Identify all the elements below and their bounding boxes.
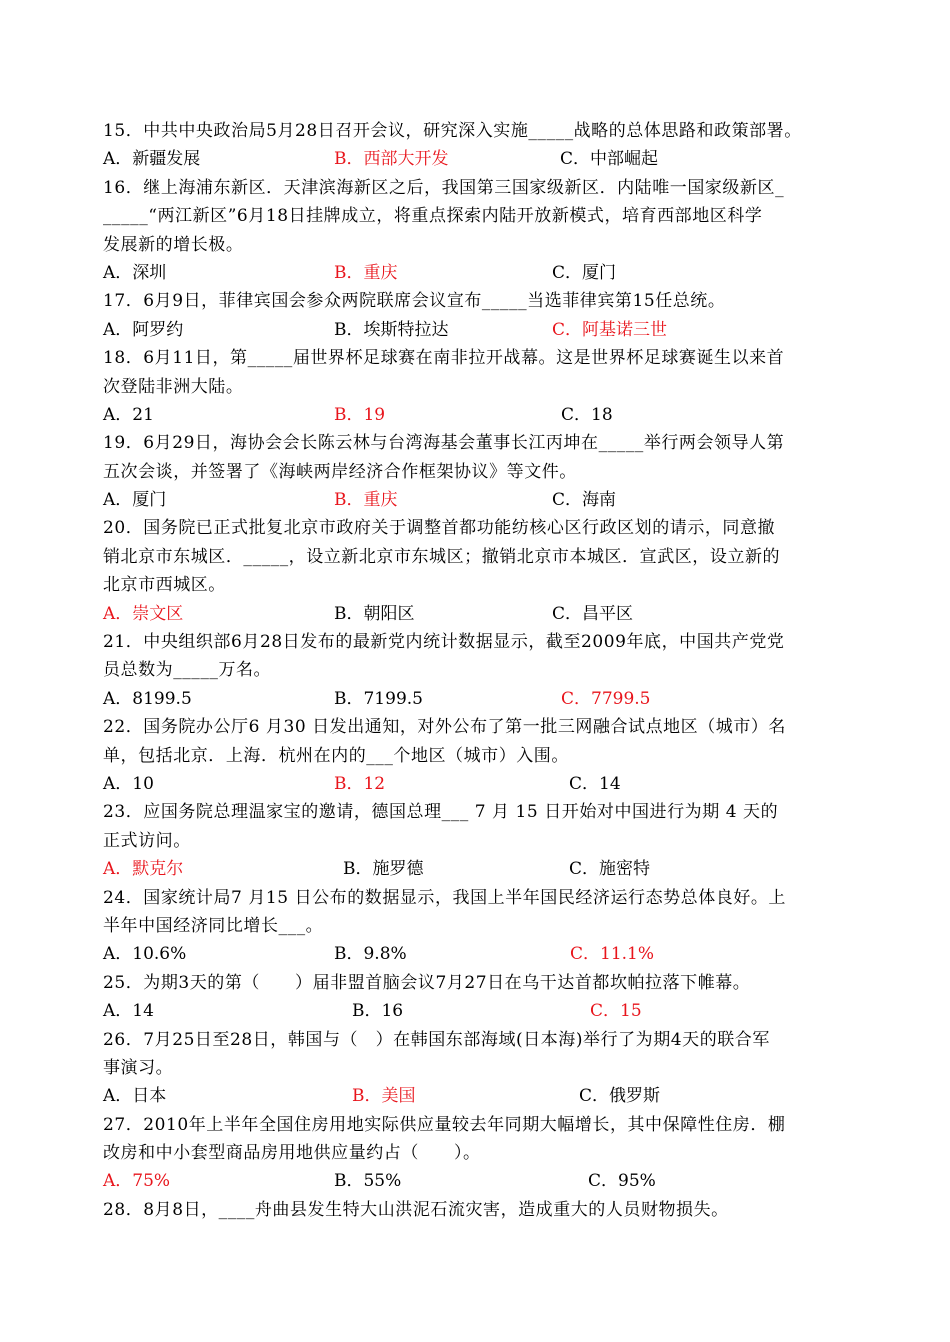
answer-option: C．95% — [588, 1171, 656, 1192]
correct-answer-option: C．7799.5 — [561, 688, 651, 709]
answer-options — [103, 940, 848, 968]
answer-option: A．10.6% — [103, 944, 187, 965]
question-item — [103, 344, 848, 429]
question-text-line: 21．中央组织部6月28日发布的最新党内统计数据显示，截至2009年底，中国共产党党 — [103, 632, 785, 653]
answer-options — [103, 685, 848, 713]
answer-option: B．9.8% — [334, 944, 407, 965]
answer-option: B．16 — [352, 1001, 404, 1022]
question-text-line: 北京市西城区。 — [103, 575, 226, 596]
answer-option: A．新疆发展 — [103, 149, 201, 170]
answer-option: A．深圳 — [103, 262, 167, 283]
question-text-line: 22．国务院办公厅6 月30 日发出通知，对外公布了第一批三网融合试点地区（城市）名 — [103, 717, 786, 738]
answer-option: A．10 — [103, 773, 154, 794]
correct-answer-option: B．美国 — [352, 1086, 416, 1107]
answer-options — [103, 401, 848, 429]
answer-option: A．阿罗约 — [103, 319, 184, 340]
answer-option: C．18 — [561, 404, 613, 425]
question-item — [103, 287, 848, 344]
answer-option: C．海南 — [552, 490, 617, 511]
answer-options — [103, 770, 848, 798]
question-text-line: 28．8月8日，____舟曲县发生特大山洪泥石流灾害，造成重大的人员财物损失。 — [103, 1199, 729, 1220]
answer-option: C．14 — [569, 773, 621, 794]
question-item — [103, 1196, 848, 1224]
question-item — [103, 884, 848, 969]
question-text-line: 20．国务院已正式批复北京市政府关于调整首都功能纺核心区行政区划的请示，同意撤 — [103, 518, 776, 539]
answer-option: C．施密特 — [569, 859, 651, 880]
answer-options — [103, 600, 848, 628]
question-text-line: 事演习。 — [103, 1057, 174, 1078]
question-item — [103, 514, 848, 628]
question-item — [103, 628, 848, 713]
question-text-line: 次登陆非洲大陆。 — [103, 376, 244, 397]
answer-option: A．21 — [103, 404, 154, 425]
question-text-line: 改房和中小套型商品房用地供应量约占（ ）。 — [103, 1143, 481, 1164]
answer-option: A．14 — [103, 1001, 154, 1022]
question-text-line: 27．2010年上半年全国住房用地实际供应量较去年同期大幅增长，其中保障性住房．棚 — [103, 1114, 786, 1135]
question-list — [103, 117, 848, 1224]
answer-option: C．厦门 — [552, 262, 617, 283]
question-text-line: _____“两江新区”6月18日挂牌成立，将重点探索内陆开放新模式，培育西部地区科学 — [103, 206, 763, 227]
correct-answer-option: B．重庆 — [334, 262, 398, 283]
answer-options — [103, 486, 848, 514]
correct-answer-option: C．阿基诺三世 — [552, 319, 668, 340]
answer-options — [103, 855, 848, 883]
answer-option: C．昌平区 — [552, 603, 634, 624]
question-text-line: 15．中共中央政治局5月28日召开会议，研究深入实施_____战略的总体思路和政策部署。 — [103, 121, 802, 141]
answer-options — [103, 1167, 848, 1195]
question-item — [103, 969, 848, 1026]
question-text-line: 17．6月9日，菲律宾国会参众两院联席会议宣布_____当选菲律宾第15任总统。 — [103, 291, 726, 312]
answer-option: B．埃斯特拉达 — [334, 319, 449, 340]
answer-option: B．55% — [334, 1171, 402, 1192]
correct-answer-option: A．默克尔 — [103, 859, 184, 880]
correct-answer-option: C．11.1% — [570, 944, 655, 965]
question-text-line: 半年中国经济同比增长___。 — [103, 915, 324, 936]
question-text-line: 25．为期3天的第（ ）届非盟首脑会议7月27日在乌干达首都坎帕拉落下帷幕。 — [103, 972, 751, 993]
correct-answer-option: B．重庆 — [334, 490, 398, 511]
question-text-line: 销北京市东城区．_____，设立新北京市东城区；撤销北京市本城区．宣武区，设立新的 — [103, 546, 781, 567]
question-text-line: 18．6月11日，第_____届世界杯足球赛在南非拉开战幕。这是世界杯足球赛诞生以来首 — [103, 348, 785, 369]
question-text-line: 发展新的增长极。 — [103, 234, 244, 255]
question-text-line: 正式访问。 — [103, 830, 191, 851]
correct-answer-option: C．15 — [590, 1001, 642, 1022]
correct-answer-option: A．崇文区 — [103, 603, 184, 624]
answer-option: B．施罗德 — [343, 859, 424, 880]
answer-options — [103, 259, 848, 287]
question-text-line: 19．6月29日，海协会会长陈云林与台湾海基会董事长江丙坤在_____举行两会领导人第 — [103, 433, 785, 454]
correct-answer-option: A．75% — [103, 1171, 171, 1192]
question-text-line: 23．应国务院总理温家宝的邀请，德国总理___ 7 月 15 日开始对中国进行为期 4 天的 — [103, 802, 779, 823]
answer-options — [103, 316, 848, 344]
question-text-line: 五次会谈，并签署了《海峡两岸经济合作框架协议》等文件。 — [103, 461, 577, 482]
answer-options — [103, 145, 848, 173]
question-item — [103, 1111, 848, 1196]
answer-option: C．俄罗斯 — [579, 1086, 661, 1107]
answer-option: B．7199.5 — [334, 688, 423, 709]
question-item — [103, 117, 848, 174]
answer-option: C．中部崛起 — [560, 149, 659, 170]
question-text-line: 单，包括北京．上海．杭州在内的___个地区（城市）入围。 — [103, 745, 569, 766]
question-text-line: 16．继上海浦东新区．天津滨海新区之后，我国第三国家级新区．内陆唯一国家级新区_ — [103, 177, 785, 198]
question-text-line: 员总数为_____万名。 — [103, 660, 272, 681]
correct-answer-option: B．19 — [334, 404, 386, 425]
answer-option: B．朝阳区 — [334, 603, 415, 624]
correct-answer-option: B．12 — [334, 773, 386, 794]
correct-answer-option: B．西部大开发 — [334, 149, 449, 170]
answer-option: A．厦门 — [103, 490, 167, 511]
question-text-line: 26．7月25日至28日，韩国与（ ）在韩国东部海域(日本海)举行了为期4天的联合军 — [103, 1029, 770, 1050]
question-text-line: 24．国家统计局7 月15 日公布的数据显示，我国上半年国民经济运行态势总体良好。上 — [103, 887, 786, 908]
question-item — [103, 798, 848, 883]
answer-options — [103, 1082, 848, 1110]
question-item — [103, 713, 848, 798]
answer-option: A．8199.5 — [103, 688, 192, 709]
question-item — [103, 1026, 848, 1111]
question-item — [103, 174, 848, 288]
answer-options — [103, 997, 848, 1025]
question-item — [103, 429, 848, 514]
answer-option: A．日本 — [103, 1086, 167, 1107]
